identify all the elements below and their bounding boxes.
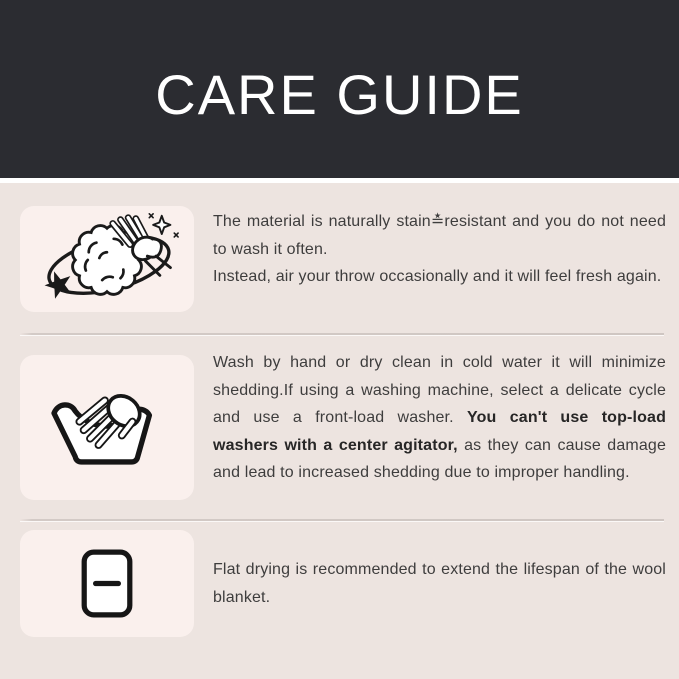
- section-hand-wash: [20, 355, 666, 500]
- section-text: [213, 556, 666, 611]
- care-sections: [0, 183, 679, 637]
- care-paragraph: The material is naturally stain≛resistant and you do not need to wash it often.: [213, 213, 666, 258]
- text-segment: as they can cause damage and lead to increased shedding due to improper handling.: [213, 436, 666, 481]
- page-title: CARE GUIDE: [155, 62, 524, 126]
- section-flat-dry: [20, 530, 666, 637]
- section-divider: [20, 333, 664, 335]
- bold-warning-text: You can't use top-load washers with a center agitator,: [213, 409, 666, 454]
- section-text: [213, 208, 666, 312]
- section-divider: [20, 519, 664, 521]
- text-segment: Wash by hand or dry clean in cold water it will minimize shedding.If using a washing machine, select a delicate cycle and use a front-load washer.: [213, 354, 666, 426]
- header-banner: [0, 0, 679, 183]
- icon-card: [20, 355, 194, 500]
- hand-wash-icon: [43, 375, 171, 481]
- section-stain-resistant: [20, 206, 666, 312]
- icon-card: [20, 530, 194, 637]
- icon-card: [20, 206, 194, 312]
- fluff-hand-star-icon: [29, 210, 185, 308]
- flat-dry-icon: [69, 536, 145, 631]
- care-paragraph: [213, 349, 666, 487]
- care-paragraph: Instead, air your throw occasionally and it will feel fresh again.: [213, 268, 662, 285]
- section-text: [213, 349, 666, 500]
- care-paragraph: Flat drying is recommended to extend the lifespan of the wool blanket.: [213, 561, 666, 606]
- sparkles: [149, 214, 178, 237]
